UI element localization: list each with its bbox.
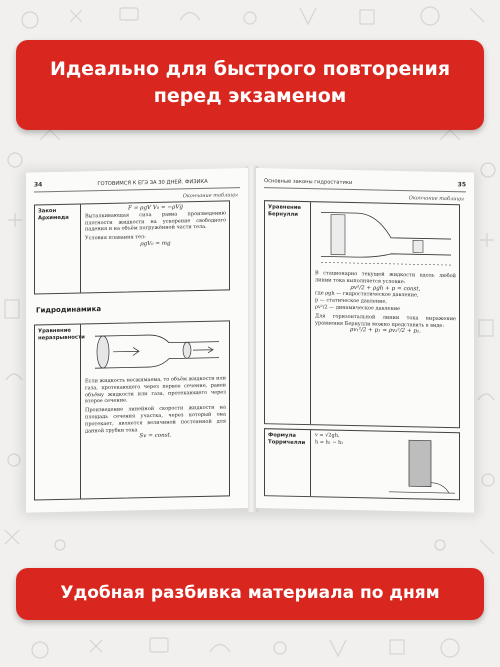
- top-banner: [16, 40, 484, 130]
- bernoulli-formula-2: ρv₁²/2 + p₁ = ρv₂²/2 + p₂.: [350, 327, 421, 335]
- book-left-page: [26, 168, 248, 513]
- bernoulli-text-2: Для горизонтальной линии тока выражение уравнения Бернулли можно представить в виде:: [315, 313, 456, 329]
- torricelli-label: Формула Торричелли: [265, 429, 311, 496]
- continuity-label: Уравнение неразрывности: [35, 324, 81, 499]
- bernoulli-dynamic: ρv²/2 — динамическое давление: [315, 304, 401, 313]
- continuity-formula: Sv = const.: [139, 432, 172, 440]
- bernoulli-body: [315, 270, 456, 336]
- archimedes-formula: F = ρgV V₀ = −ρVg̅: [128, 204, 183, 212]
- archimedes-label: Закон Архимеда: [35, 204, 81, 293]
- right-running-title: Основные законы гидростатики: [264, 178, 353, 187]
- continuity-body: [85, 375, 226, 441]
- archimedes-text: Выталкивающая сила равна произведению плотности жидкости на ускорение свободного падения и на объём погружённой части тела.: [85, 210, 226, 233]
- torricelli-body: [315, 432, 385, 447]
- left-page-number: 34: [34, 181, 43, 189]
- pipe-diagram: [89, 327, 225, 374]
- bernoulli-formula-1: ρv²/2 + ρgh + p = const,: [350, 284, 421, 293]
- continuity-text-1: Если жидкость несжимаема, то объём жидкости или газа, протекающего через первое сечение, равен объёму жидкости или газа, протекающего через второе сечение.: [85, 375, 226, 405]
- right-page-number: 35: [457, 181, 466, 189]
- right-running-head: [264, 176, 466, 192]
- float-formula: ρgV₀ = mg: [140, 240, 171, 248]
- left-section-tag: Окончание таблицы: [182, 192, 238, 200]
- float-condition: Условия плавания тел:: [85, 234, 146, 242]
- torricelli-table: [264, 428, 460, 500]
- left-running-title: ГОТОВИМСЯ К ЕГЭ ЗА 30 ДНЕЙ. ФИЗИКА: [97, 178, 208, 188]
- torricelli-formula-2: h = h₁ − h₂: [315, 439, 344, 446]
- bernoulli-text-1: В стационарно текущей жидкости вдоль любой линии тока выполняется условие:: [315, 270, 456, 285]
- torricelli-formula-1: v = √2gh,: [315, 432, 340, 439]
- bottom-banner-text: Удобная разбивка материала по дням: [60, 583, 440, 603]
- hydrodynamics-heading: Гидродинамика: [36, 305, 102, 315]
- book-right-page: [256, 168, 474, 513]
- right-section-tag: Окончание таблицы: [408, 195, 464, 203]
- archimedes-body: [85, 203, 226, 249]
- continuity-text-2: Произведение линейной скорости жидкости на площадь сечения участка, через который она протекает, является величиной постоянной для данной трубки тока: [85, 404, 226, 434]
- bernoulli-where: где ρgh — гидростатическое давление,: [315, 290, 419, 299]
- bernoulli-diagram: [317, 206, 455, 271]
- bottom-banner: [16, 568, 484, 620]
- bernoulli-table: [264, 200, 460, 428]
- archimedes-table: [34, 200, 230, 294]
- bernoulli-static: p — статическое давление,: [315, 297, 387, 305]
- top-banner-line-2: перед экзаменом: [153, 85, 347, 107]
- torricelli-diagram: [385, 436, 457, 498]
- left-running-head: [34, 176, 240, 192]
- bernoulli-label: Уравнение Бернулли: [265, 201, 311, 424]
- continuity-table: [34, 320, 230, 500]
- top-banner-line-1: Идеально для быстрого повторения: [49, 58, 451, 80]
